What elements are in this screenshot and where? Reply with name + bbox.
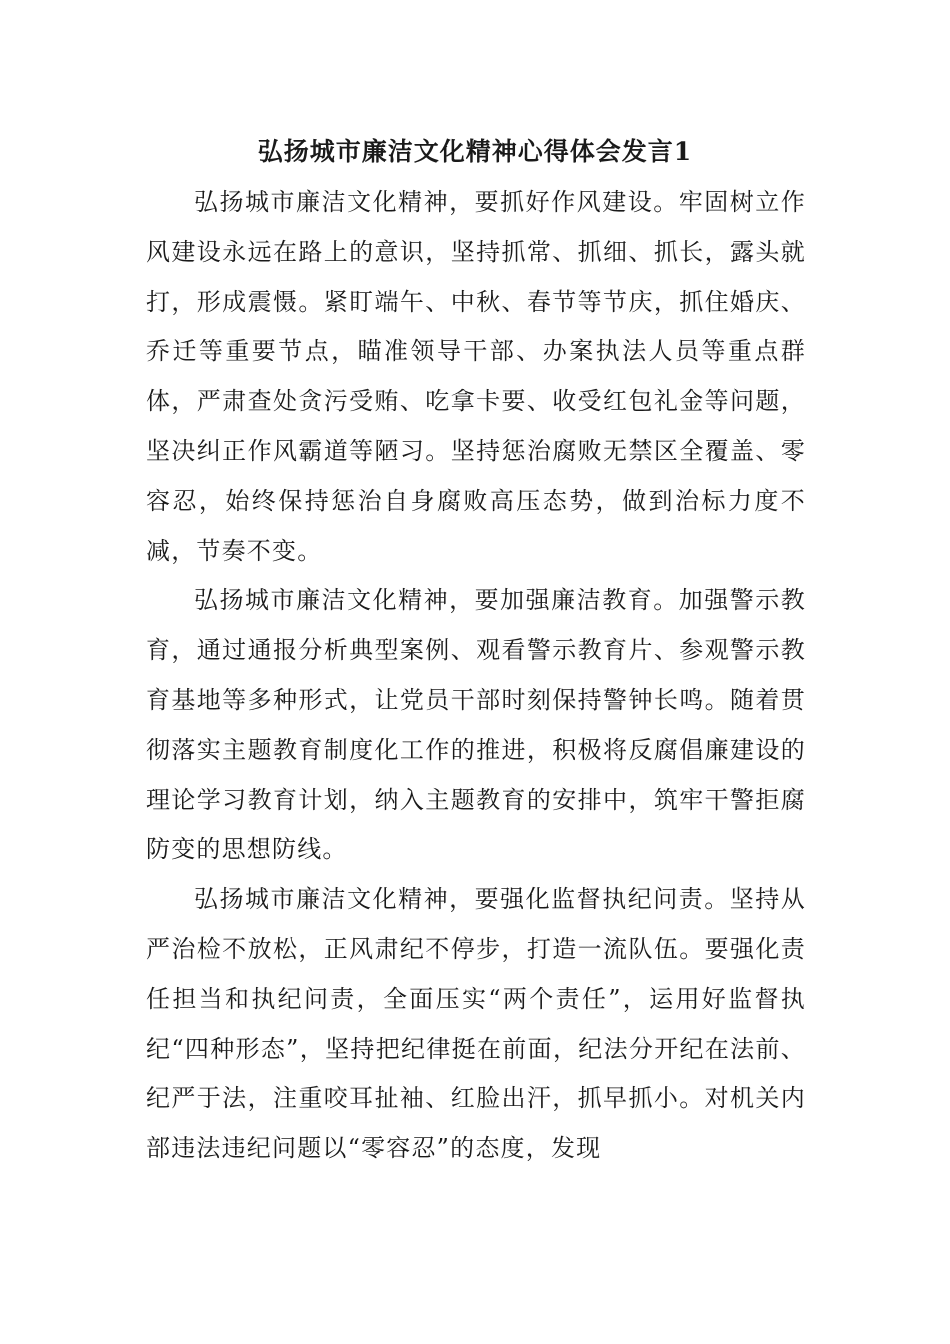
document-title: 弘扬城市廉洁文化精神心得体会发言1 <box>257 137 693 166</box>
document-body <box>146 178 806 1174</box>
paragraph-supervision-accountability: 弘扬城市廉洁文化精神，要强化监督执纪问责。坚持从严治检不放松，正风肃纪不停步，打造一流队伍。要强化责任担当和执纪问责，全面压实“两个责任”，运用好监督执纪“四种形态”，坚持把纪律挺在前面，纪法分开纪在法前、纪严于法，注重咬耳扯袖、红脸出汗，抓早抓小。对机关内部违法违纪问题以“零容忍”的态度，发现 <box>146 885 806 1163</box>
paragraph-integrity-education: 弘扬城市廉洁文化精神，要加强廉洁教育。加强警示教育，通过通报分析典型案例、观看警示教育片、参观警示教育基地等多种形式，让党员干部时刻保持警钟长鸣。随着贯彻落实主题教育制度化工作的推进，积极将反腐倡廉建设的理论学习教育计划，纳入主题教育的安排中，筑牢干警拒腐防变的思想防线。 <box>146 586 806 864</box>
paragraph-work-style: 弘扬城市廉洁文化精神，要抓好作风建设。牢固树立作风建设永远在路上的意识，坚持抓常、抓细、抓长，露头就打，形成震慑。紧盯端午、中秋、春节等节庆，抓住婚庆、乔迁等重要节点，瞄准领导干部、办案执法人员等重点群体，严肃查处贪污受贿、吃拿卡要、收受红包礼金等问题，坚决纠正作风霸道等陋习。坚持惩治腐败无禁区全覆盖、零容忍，始终保持惩治自身腐败高压态势，做到治标力度不减，节奏不变。 <box>146 188 806 565</box>
